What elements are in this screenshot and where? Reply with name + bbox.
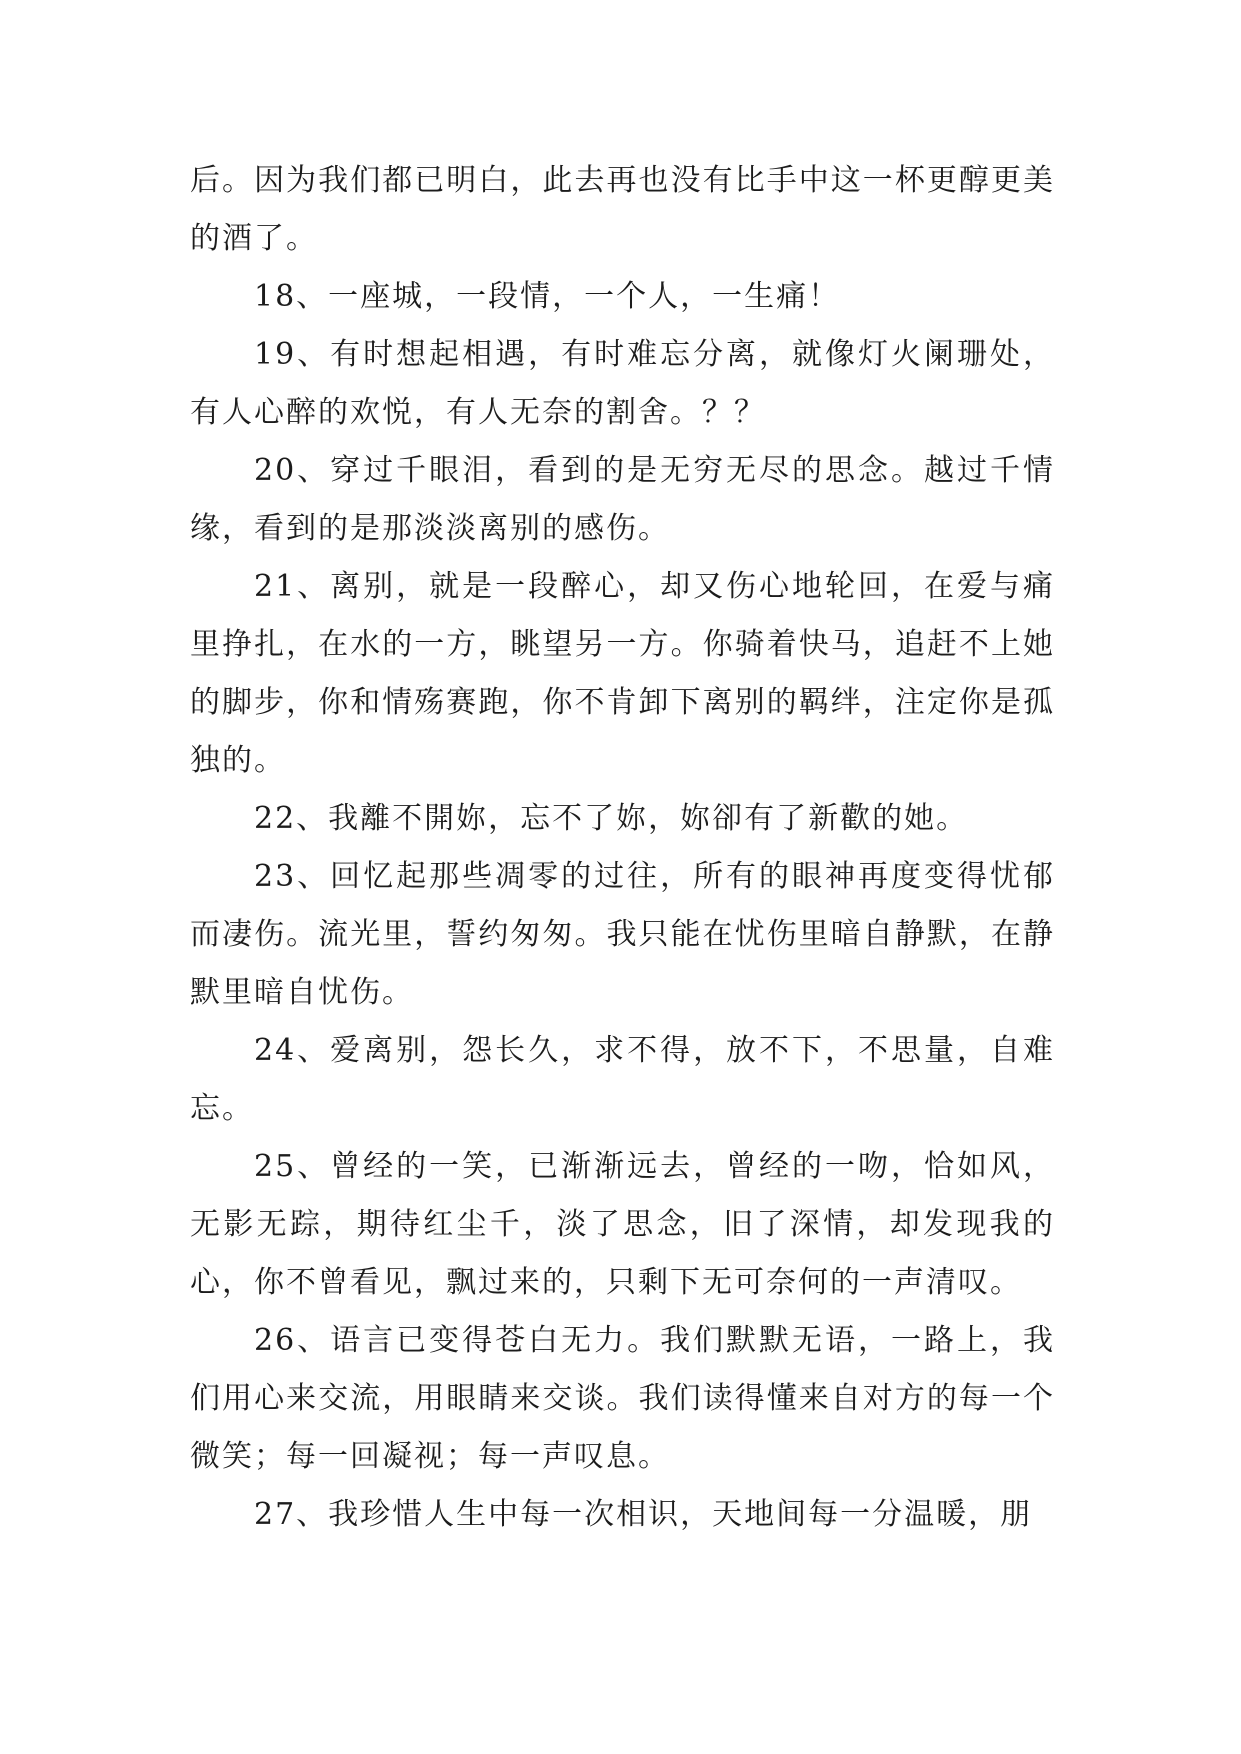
paragraph-27: 27、我珍惜人生中每一次相识，天地间每一分温暖，朋 <box>254 1497 1033 1532</box>
paragraph-19: 19、有时想起相遇，有时难忘分离，就像灯火阑珊处，有人心醉的欢悦，有人无奈的割舍。？？ <box>190 337 1055 430</box>
paragraph-continuation: 后。因为我们都已明白，此去再也没有比手中这一杯更醇更美的酒了。 <box>190 163 1055 256</box>
paragraph-26: 26、语言已变得苍白无力。我们默默无语，一路上，我们用心来交流，用眼睛来交谈。我们读得懂来自对方的每一个微笑；每一回凝视；每一声叹息。 <box>190 1323 1055 1474</box>
paragraph-24: 24、爱离别，怨长久，求不得，放不下，不思量，自难忘。 <box>190 1033 1055 1126</box>
paragraph-21: 21、离别，就是一段醉心，却又伤心地轮回，在爱与痛里挣扎，在水的一方，眺望另一方。你骑着快马，追赶不上她的脚步，你和情殇赛跑，你不肯卸下离别的羁绊，注定你是孤独的。 <box>190 569 1055 778</box>
paragraph-23: 23、回忆起那些凋零的过往，所有的眼神再度变得忧郁而凄伤。流光里，誓约匆匆。我只能在忧伤里暗自静默，在静默里暗自忧伤。 <box>190 859 1055 1010</box>
document-body <box>190 152 1055 1544</box>
paragraph-22: 22、我離不開妳，忘不了妳，妳卻有了新歡的她。 <box>254 801 969 836</box>
paragraph-20: 20、穿过千眼泪，看到的是无穷无尽的思念。越过千情缘，看到的是那淡淡离别的感伤。 <box>190 453 1055 546</box>
paragraph-25: 25、曾经的一笑，已渐渐远去，曾经的一吻，恰如风，无影无踪，期待红尘千，淡了思念，旧了深情，却发现我的心，你不曾看见，飘过来的，只剩下无可奈何的一声清叹。 <box>190 1149 1055 1300</box>
paragraph-18: 18、一座城，一段情，一个人，一生痛！ <box>254 279 841 314</box>
